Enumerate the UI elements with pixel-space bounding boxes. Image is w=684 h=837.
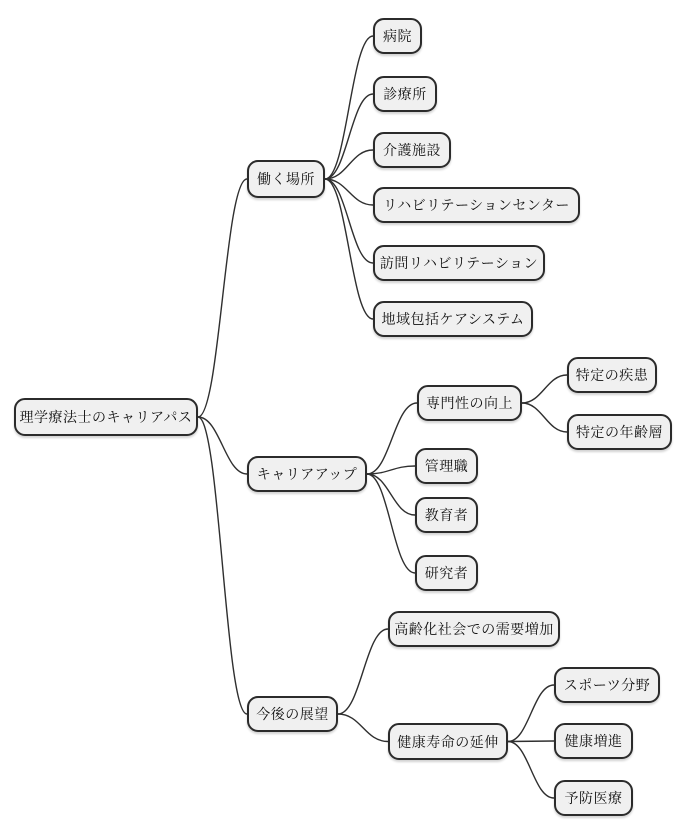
edge-healthspan-healthpromo [508, 741, 554, 742]
edge-root-careerup [198, 417, 247, 474]
node-expertise: 専門性の向上 [417, 385, 522, 421]
node-aging: 高齢化社会での需要増加 [388, 611, 560, 647]
node-management: 管理職 [415, 448, 478, 484]
node-disease: 特定の疾患 [567, 357, 657, 393]
edge-work-community [325, 179, 373, 319]
node-sports: スポーツ分野 [554, 667, 660, 703]
edge-careerup-researcher [367, 474, 415, 573]
edge-outlook-healthspan [338, 714, 388, 742]
node-hospital: 病院 [373, 18, 422, 54]
edge-expertise-disease [522, 375, 567, 403]
edge-work-hospital [325, 36, 373, 179]
node-researcher: 研究者 [415, 555, 478, 591]
node-preventive: 予防医療 [554, 780, 633, 816]
node-visitrehab: 訪問リハビリテーション [373, 245, 545, 281]
node-work: 働く場所 [247, 160, 325, 198]
node-agegroup: 特定の年齢層 [567, 414, 672, 450]
node-outlook: 今後の展望 [247, 696, 338, 732]
edge-careerup-expertise [367, 403, 417, 474]
edge-root-work [198, 179, 247, 417]
node-clinic: 診療所 [373, 76, 437, 112]
node-nursing: 介護施設 [373, 132, 451, 168]
edge-healthspan-sports [508, 685, 554, 742]
edge-outlook-aging [338, 629, 388, 714]
edge-root-outlook [198, 417, 247, 714]
edge-expertise-agegroup [522, 403, 567, 432]
edge-healthspan-preventive [508, 742, 554, 799]
node-healthpromo: 健康増進 [554, 723, 633, 759]
node-community: 地域包括ケアシステム [373, 301, 533, 337]
node-educator: 教育者 [415, 497, 478, 533]
node-root: 理学療法士のキャリアパス [14, 398, 198, 436]
node-careerup: キャリアアップ [247, 456, 367, 492]
edge-careerup-educator [367, 474, 415, 515]
node-rehabcenter: リハビリテーションセンター [373, 187, 580, 223]
node-healthspan: 健康寿命の延伸 [388, 723, 508, 760]
edge-careerup-management [367, 466, 415, 474]
